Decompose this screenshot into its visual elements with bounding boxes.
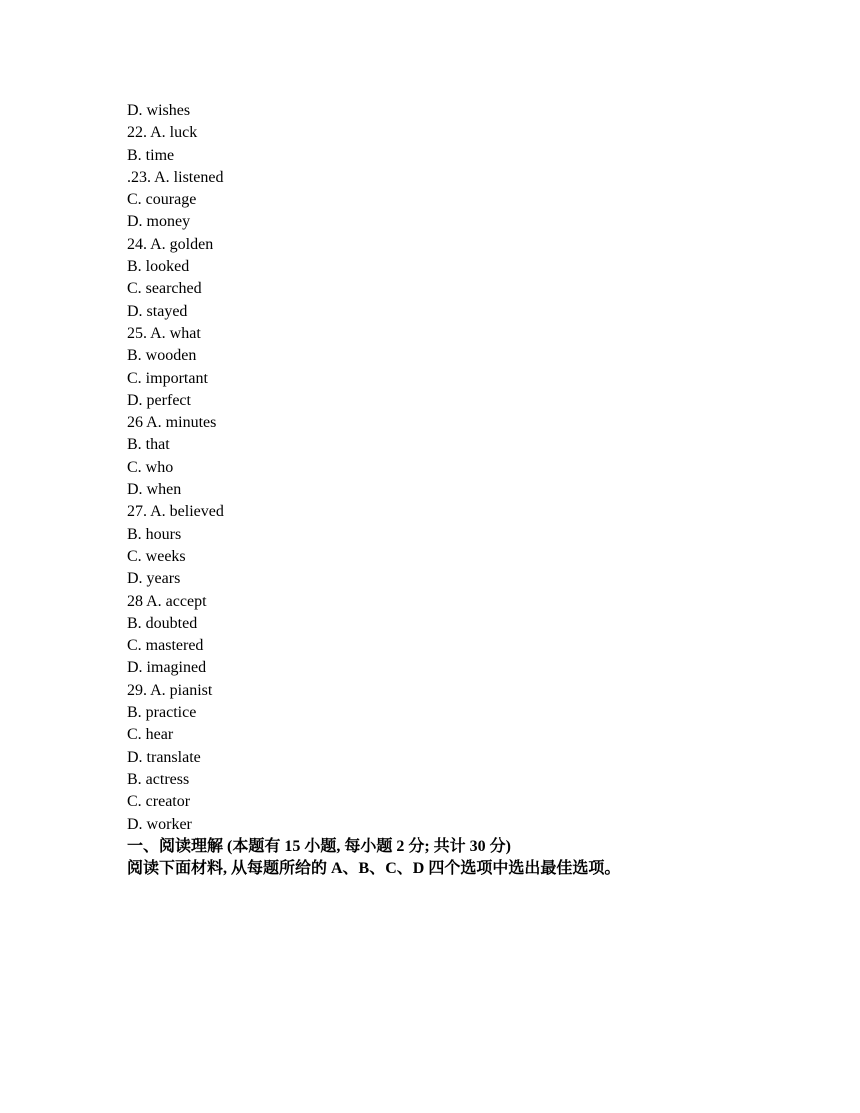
option-line: C. who: [127, 458, 174, 476]
section-heading: 一、阅读理解 (本题有 15 小题, 每小题 2 分; 共计 30 分): [127, 837, 511, 855]
option-line: C. weeks: [127, 547, 186, 565]
option-line: C. mastered: [127, 637, 204, 655]
option-line: B. looked: [127, 258, 190, 276]
option-line: C. courage: [127, 191, 197, 209]
option-line: D. when: [127, 481, 182, 499]
option-line: B. that: [127, 436, 170, 454]
option-line: 24. A. golden: [127, 235, 214, 253]
option-line: D. stayed: [127, 302, 188, 320]
option-line: B. time: [127, 146, 175, 164]
option-line: C. hear: [127, 726, 174, 744]
option-line: D. wishes: [127, 102, 191, 119]
option-line: D. translate: [127, 748, 201, 766]
option-line: 29. A. pianist: [127, 681, 213, 699]
option-line: D. money: [127, 213, 191, 231]
option-line: 25. A. what: [127, 324, 201, 342]
option-line: 27. A. believed: [127, 503, 224, 521]
option-line: 26 A. minutes: [127, 414, 217, 432]
option-line: C. creator: [127, 793, 191, 811]
option-line: B. actress: [127, 770, 190, 788]
answer-options-list: [127, 100, 747, 836]
option-line: B. doubted: [127, 614, 198, 632]
option-line: C. searched: [127, 280, 202, 298]
option-line: D. worker: [127, 815, 192, 833]
option-line: 28 A. accept: [127, 592, 207, 610]
option-line: 22. A. luck: [127, 124, 198, 142]
option-line: .23. A. listened: [127, 168, 224, 186]
option-line: D. imagined: [127, 659, 207, 677]
page-content: [127, 100, 747, 880]
option-line: B. wooden: [127, 347, 197, 365]
option-line: B. practice: [127, 704, 197, 722]
option-line: D. perfect: [127, 391, 191, 409]
section-instruction: 阅读下面材料, 从每题所给的 A、B、C、D 四个选项中选出最佳选项。: [127, 860, 621, 878]
option-line: B. hours: [127, 525, 182, 543]
option-line: C. important: [127, 369, 208, 387]
option-line: D. years: [127, 570, 181, 588]
